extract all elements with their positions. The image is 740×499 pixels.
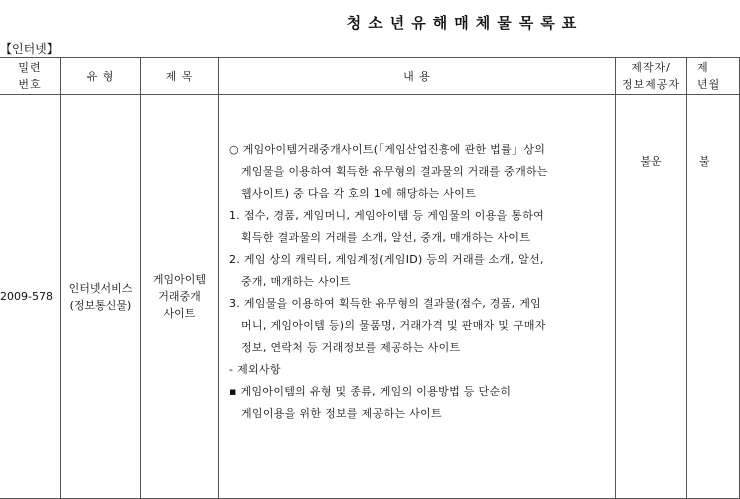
content-intro-1: ○ 게임아이템거래중개사이트(「게임산업진흥에 관한 법률」상의 xyxy=(229,143,546,156)
content-item2-1: 2. 게임 상의 캐릭터, 게임계정(게임ID) 등의 거래를 소개, 알선, xyxy=(229,253,544,266)
header-producer xyxy=(616,58,687,95)
page-title: 청소년유해매체물목록표 xyxy=(346,14,584,32)
header-number xyxy=(0,58,61,95)
content-exclusion: - 제외사항 xyxy=(229,363,281,376)
header-number-line2: 번호 xyxy=(18,78,42,91)
cell-subject xyxy=(141,95,219,499)
section-label: 【인터넷】 xyxy=(0,42,59,56)
header-last xyxy=(687,58,740,95)
cell-type xyxy=(61,95,141,499)
header-number-line1: 밀련 xyxy=(18,61,42,74)
cell-type-line2: (정보통신물) xyxy=(69,298,132,312)
header-type: 유 형 xyxy=(61,58,141,95)
content-item1-2: 획득한 결과물의 거래를 소개, 알선, 중개, 매개하는 사이트 xyxy=(241,231,531,244)
content-item3-1: 3. 게임물을 이용하여 획득한 유무형의 결과물(점수, 경품, 게임 xyxy=(229,297,542,310)
content-intro-2: 게임물을 이용하여 획득한 유무형의 결과물의 거래를 중개하는 xyxy=(241,165,548,178)
header-producer-line2: 정보제공자 xyxy=(621,78,681,91)
cell-type-line1: 인터넷서비스 xyxy=(68,281,133,295)
cell-producer: 불운 xyxy=(616,95,687,499)
content-item2-2: 중개, 매개하는 사이트 xyxy=(241,275,351,288)
cell-last: 불 xyxy=(687,95,740,499)
cell-content xyxy=(219,95,616,499)
content-exclusion-2: 게임이용을 위한 정보를 제공하는 사이트 xyxy=(241,407,442,420)
harmful-media-table xyxy=(0,57,740,499)
cell-number: 2009-578 xyxy=(0,95,61,499)
header-last-line2: 년월 xyxy=(697,78,721,91)
table-row xyxy=(0,95,740,499)
content-intro-3: 웹사이트) 중 다음 각 호의 1에 해당하는 사이트 xyxy=(241,187,477,200)
content-item3-3: 정보, 연락처 등 거래정보를 제공하는 사이트 xyxy=(241,341,461,354)
content-item1-1: 1. 점수, 경품, 게임머니, 게임아이템 등 게임물의 이용을 통하여 xyxy=(229,209,545,222)
header-row xyxy=(0,58,740,95)
header-producer-line1: 제작자/ xyxy=(631,61,671,74)
header-subject: 제 목 xyxy=(141,58,219,95)
content-item3-2: 머니, 게임아이템 등)의 물품명, 거래가격 및 판매자 및 구매자 xyxy=(241,319,546,332)
cell-subject-line2: 거래중개 xyxy=(158,290,201,303)
header-last-line1: 제 xyxy=(697,61,709,74)
header-content: 내 용 xyxy=(219,58,616,95)
cell-subject-line3: 사이트 xyxy=(163,307,196,320)
cell-subject-line1: 게임아이템 xyxy=(152,273,207,286)
content-exclusion-1: ▪ 게임아이템의 유형 및 종류, 게임의 이용방법 등 단순히 xyxy=(229,385,512,398)
